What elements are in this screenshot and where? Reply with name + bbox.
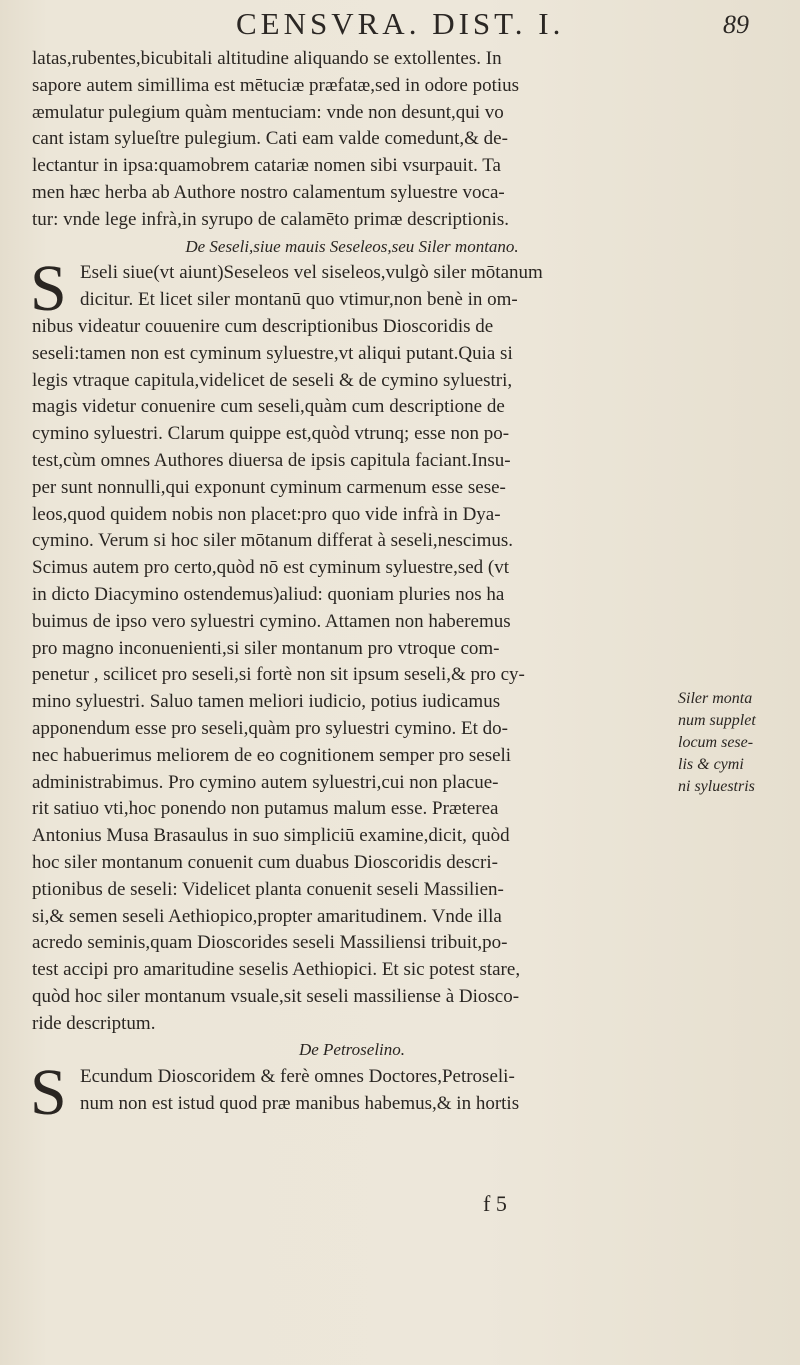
text-line: penetur , scilicet pro seseli,si fortè non sit ipsum seseli,& pro cy-	[32, 664, 525, 686]
text-line: sapore autem simillima est mētuciæ præfatæ,sed in odore potius	[32, 74, 520, 96]
text-line: num non est istud quod præ manibus habemus,& in hortis	[80, 1093, 520, 1115]
text-line: buimus de ipso vero syluestri cymino. Attamen non haberemus	[32, 610, 511, 632]
paragraph-calamint	[32, 46, 672, 234]
text-line: cymino syluestri. Clarum quippe est,quòd vtrunq; esse non po-	[32, 423, 510, 445]
text-line: leos,quod quidem nobis non placet:pro quo vide infrà in Dya-	[32, 503, 501, 525]
text-line: Ecundum Dioscoridem & ferè omnes Doctores,Petroseli-	[80, 1066, 515, 1088]
text-line: legis vtraque capitula,videlicet de seseli & de cymino syluestri,	[32, 369, 513, 391]
text-line: ptionibus de seseli: Videlicet planta conuenit seseli Massilien-	[32, 878, 504, 900]
text-line: men hæc herba ab Authore nostro calamentum syluestre voca-	[32, 181, 505, 203]
margin-note-line: lis & cymi	[678, 756, 744, 773]
running-title: CENSVRA. DIST. I.	[236, 6, 565, 41]
text-line: latas,rubentes,bicubitali altitudine aliquando se extollentes. In	[32, 48, 502, 69]
main-text-block	[30, 46, 672, 1130]
text-line: cymino. Verum si hoc siler mōtanum differat à seseli,nescimus.	[32, 530, 514, 552]
text-line: seseli:tamen non est cyminum syluestre,vt aliqui putant.Quia si	[32, 342, 513, 364]
text-line: rit satiuo vti,hoc ponendo non putamus malum esse. Præterea	[32, 798, 499, 820]
text-line: æmulatur pulegium quàm mentuciam: vnde non desunt,qui vo	[32, 101, 504, 123]
text-line: ride descriptum.	[32, 1012, 156, 1034]
text-line: Antonius Musa Brasaulus in suo simpliciū examine,dicit, quòd	[32, 825, 510, 847]
text-line: lectantur in ipsa:quamobrem catariæ nomen sibi vsurpauit. Ta	[32, 155, 501, 177]
drop-cap: S	[30, 1056, 67, 1130]
text-line: quòd hoc siler montanum vsuale,sit seseli massiliense à Diosco-	[32, 985, 520, 1007]
text-line: Scimus autem pro certo,quòd nō est cyminum syluestre,sed (vt	[32, 557, 510, 579]
margin-note-line: Siler monta	[678, 690, 753, 707]
section-heading-petroselinum: De Petroselino.	[298, 1040, 406, 1060]
text-line: in dicto Diacymino ostendemus)aliud: quoniam pluries nos ha	[32, 583, 505, 605]
text-line: pro magno inconuenienti,si siler montanum pro vtroque com-	[32, 637, 500, 659]
paragraph-petroselinum	[30, 1056, 672, 1130]
text-line: apponendum esse pro seseli,quàm pro syluestri cymino. Et do-	[32, 717, 508, 739]
text-line: nibus videatur couuenire cum descriptionibus Dioscoridis de	[32, 315, 494, 337]
paragraph-seseli	[30, 252, 672, 1037]
margin-note-line: num supplet	[678, 712, 756, 729]
text-line: administrabimus. Pro cymino autem syluestri,cui non placue-	[32, 771, 499, 793]
drop-cap: S	[30, 252, 67, 326]
text-line: magis videtur conuenire cum seseli,quàm cum descriptione de	[32, 396, 505, 418]
section-heading-seseli: De Seseli,siue mauis Seseleos,seu Siler montano.	[185, 236, 519, 256]
text-line: tur: vnde lege infrà,in syrupo de calamēto primæ descriptionis.	[32, 208, 509, 230]
text-line: cant istam sylueſtre pulegium. Cati eam valde comedunt,& de-	[32, 128, 508, 150]
text-line: nec habuerimus meliorem de eo cognitionem semper pro seseli	[32, 744, 512, 766]
text-line: Eseli siue(vt aiunt)Seseleos vel siseleos,vulgò siler mōtanum	[80, 262, 543, 284]
text-line: test accipi pro amaritudine seselis Aethiopici. Et sic potest stare,	[32, 959, 521, 981]
gathering-signature: f 5	[483, 1191, 507, 1216]
text-line: acredo seminis,quam Dioscorides seseli Massiliensi tribuit,po-	[32, 932, 508, 954]
page-number: 89	[723, 10, 749, 39]
running-head	[0, 6, 800, 42]
text-line: hoc siler montanum conuenit cum duabus Dioscoridis descri-	[32, 851, 498, 873]
margin-note-line: locum sese-	[678, 734, 754, 751]
text-line: per sunt nonnulli,qui exponunt cyminum carmenum esse sese-	[32, 476, 506, 498]
text-line: test,cùm omnes Authores diuersa de ipsis capitula faciant.Insu-	[32, 449, 511, 471]
text-line: dicitur. Et licet siler montanū quo vtimur,non benè in om-	[80, 289, 518, 311]
margin-note-line: ni syluestris	[678, 778, 755, 795]
text-line: si,& semen seseli Aethiopico,propter amaritudinem. Vnde illa	[32, 905, 502, 927]
text-line: mino syluestri. Saluo tamen meliori iudicio, potius iudicamus	[32, 691, 501, 713]
marginal-note	[678, 688, 796, 798]
